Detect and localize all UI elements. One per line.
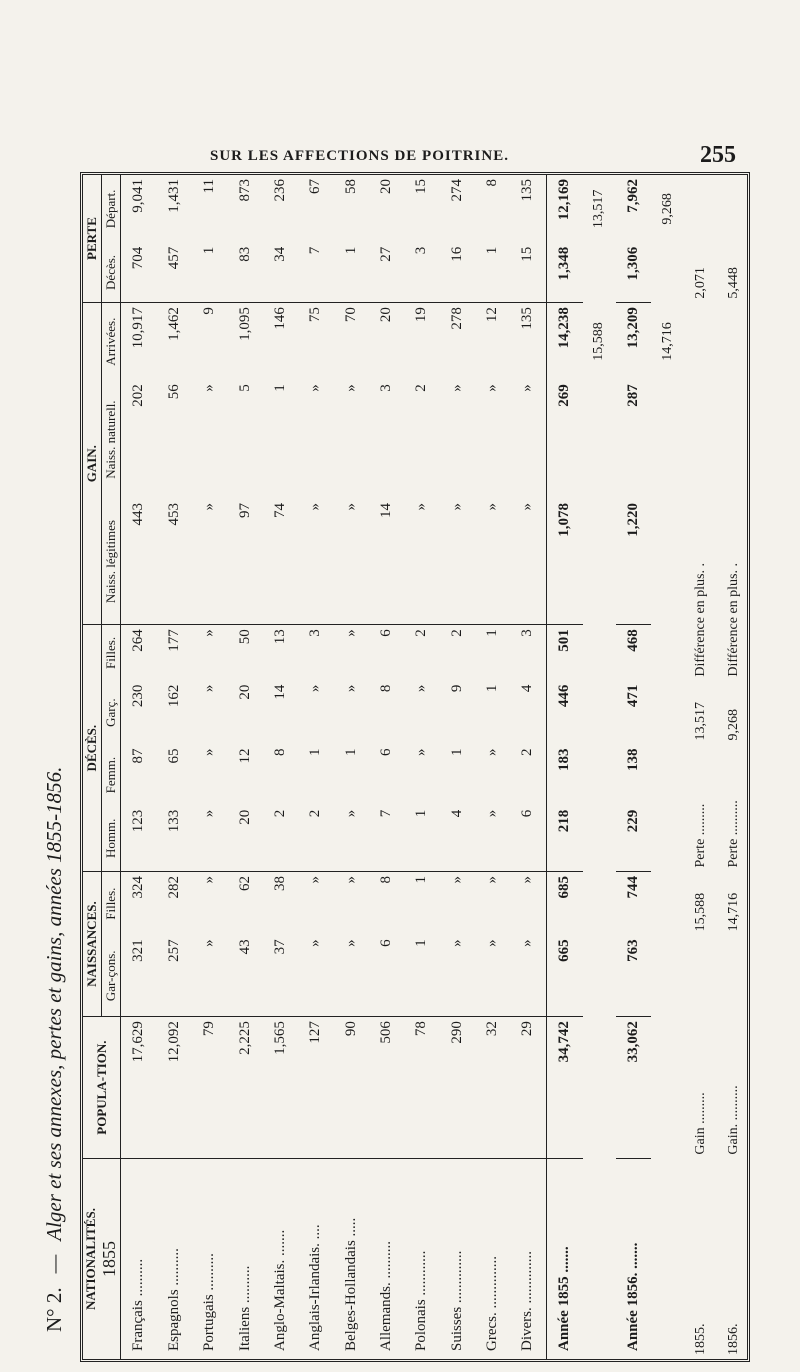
cell-dfi: 2 <box>413 629 430 637</box>
cell-pop: 29 <box>510 1017 546 1159</box>
cell-pd: 7 <box>298 243 333 303</box>
cell-nl: » <box>439 499 474 625</box>
cell-ng: 665 <box>546 935 582 1016</box>
cell-dg: 1 <box>483 684 500 693</box>
cell-dg: 20 <box>236 684 253 700</box>
cell-pd: 1 <box>475 243 510 303</box>
subtotal-row <box>651 175 684 1359</box>
subtotal-spacer <box>651 380 684 1359</box>
cell-dh: 123 <box>121 806 157 872</box>
cell-nn: » <box>342 384 359 392</box>
cell-dfi: 13 <box>271 629 288 645</box>
cell-name: Portugais .......... <box>201 1253 218 1351</box>
cell-df: 6 <box>377 748 394 757</box>
cell-nn: 269 <box>546 380 582 499</box>
cell-nn: » <box>201 384 218 392</box>
table-frame <box>80 172 750 1362</box>
cell-nf: » <box>448 875 465 884</box>
cell-pop: 127 <box>298 1017 333 1159</box>
cell-name: Suisses .............. <box>448 1250 465 1351</box>
cell-dh: 7 <box>369 806 404 872</box>
cell-arr: 10,917 <box>130 307 147 349</box>
cell-nf: 282 <box>166 875 182 899</box>
col-garcons: Gar-çons. <box>101 935 120 1016</box>
cell-dh: 133 <box>157 806 192 872</box>
cell-name: Belges-Hollandais ..... <box>342 1217 359 1351</box>
cell-pd: 704 <box>121 243 157 303</box>
subtotal-gain_nat: 15,588 <box>591 322 607 361</box>
cell-nf: » <box>483 875 500 884</box>
cell-arr: 1,462 <box>166 307 182 341</box>
cell-dh: 6 <box>510 806 546 872</box>
col-perte: PERTE <box>83 175 101 303</box>
cell-dep: 15 <box>413 179 430 194</box>
cell-dfi: 264 <box>130 629 147 652</box>
table-row <box>263 175 298 1359</box>
cell-name: Grecs. .............. <box>483 1256 500 1351</box>
cell-nl: » <box>192 499 227 625</box>
cell-nn: 287 <box>625 384 642 407</box>
cell-ng: » <box>439 935 474 1016</box>
cell-name: Année 1856. ....... <box>625 1242 642 1351</box>
cell-ng: 6 <box>369 935 404 1016</box>
table-row <box>333 175 368 1359</box>
cell-df: » <box>201 748 218 757</box>
cell-pd: 1 <box>333 243 368 303</box>
cell-pd: 27 <box>369 243 404 303</box>
cell-dg: 8 <box>377 684 394 693</box>
col-filles-deces: Filles. <box>101 625 120 681</box>
cell-dg: 9 <box>448 684 465 693</box>
cell-pd: 83 <box>227 243 262 303</box>
cell-ng: 257 <box>157 935 192 1016</box>
cell-nf: » <box>307 875 324 884</box>
summary-gain_val: 14,716 <box>726 892 742 932</box>
running-head: SUR LES AFFECTIONS DE POITRINE. <box>210 148 509 164</box>
cell-dep: 1,431 <box>166 179 182 213</box>
col-filles: Filles. <box>101 871 120 935</box>
cell-dfi: 6 <box>377 629 394 637</box>
cell-nn: 1 <box>271 384 288 392</box>
cell-ng: 1 <box>404 935 439 1016</box>
cell-dg: » <box>307 684 324 693</box>
cell-df: » <box>483 748 500 757</box>
cell-arr: 20 <box>377 307 394 323</box>
cell-arr: 14,238 <box>546 303 582 381</box>
cell-df: » <box>413 748 430 757</box>
cell-pop: 1,565 <box>263 1017 298 1159</box>
subtotal-gain_nat: 14,716 <box>659 322 675 361</box>
col-garcons-deces: Garç. <box>101 681 120 745</box>
cell-df: 2 <box>519 748 536 757</box>
cell-df: 1 <box>307 748 324 757</box>
cell-arr: 1,095 <box>236 307 253 341</box>
cell-pop: 90 <box>333 1017 368 1159</box>
cell-name: Polonais ............ <box>413 1250 430 1351</box>
cell-pop: 33,062 <box>616 1017 651 1159</box>
cell-pop: 78 <box>404 1017 439 1159</box>
cell-nf: 744 <box>625 875 642 899</box>
cell-nf: 38 <box>271 875 288 891</box>
cell-pd: 1,306 <box>616 243 651 303</box>
subtotal-row <box>583 175 616 1359</box>
subtotal-spacer <box>583 380 616 1359</box>
cell-dep: 7,962 <box>625 179 642 213</box>
cell-ng: 37 <box>263 935 298 1016</box>
cell-dh: » <box>333 806 368 872</box>
cell-nl: » <box>510 499 546 625</box>
table-row <box>439 175 474 1359</box>
cell-df: 8 <box>271 748 288 757</box>
summary-diff_val: 5,448 <box>726 267 742 299</box>
cell-arr: 146 <box>271 307 288 330</box>
cell-dep: 274 <box>448 179 465 202</box>
cell-nf: 1 <box>413 875 430 884</box>
cell-pop: 32 <box>475 1017 510 1159</box>
subtotal-spacer <box>583 243 616 303</box>
cell-ng: » <box>298 935 333 1016</box>
cell-dfi: 501 <box>546 625 582 681</box>
col-deces: DÉCÈS. <box>83 625 101 872</box>
table-row <box>298 175 333 1359</box>
cell-name: Anglais-Irlandais. .... <box>307 1224 324 1351</box>
subtotal-spacer <box>651 243 684 303</box>
cell-dfi: 50 <box>236 629 253 645</box>
cell-name: Divers. .............. <box>519 1251 536 1351</box>
cell-dep: 236 <box>271 179 288 202</box>
col-naiss-nat: Naiss. naturell. <box>101 380 120 499</box>
cell-name: Allemands. .......... <box>377 1241 394 1351</box>
cell-nn: 2 <box>413 384 430 392</box>
cell-df: 65 <box>166 748 182 764</box>
cell-nl: 97 <box>227 499 262 625</box>
cell-arr: 135 <box>519 307 536 330</box>
cell-pd: 457 <box>157 243 192 303</box>
cell-arr: 13,209 <box>625 307 642 349</box>
cell-nf: 62 <box>236 875 253 891</box>
cell-ng: » <box>510 935 546 1016</box>
summary-row <box>718 175 751 1359</box>
summary-perte_val: 13,517 <box>693 702 709 741</box>
cell-dh: 2 <box>298 806 333 872</box>
cell-nn: 202 <box>130 384 147 407</box>
cell-df: 87 <box>130 748 147 764</box>
table-caption <box>30 232 78 1332</box>
cell-dep: 8 <box>483 179 500 187</box>
cell-dg: 446 <box>546 681 582 745</box>
cell-nn: 56 <box>166 384 182 400</box>
cell-name: Français .......... <box>130 1258 147 1351</box>
col-arrivees: Arrivées. <box>101 303 120 381</box>
col-naissances: NAISSANCES. <box>83 871 101 1016</box>
subtotal-perte: 9,268 <box>659 193 675 225</box>
col-perte-deces: Décès. <box>101 243 120 303</box>
cell-df: 138 <box>625 748 642 772</box>
cell-dg: » <box>201 684 218 693</box>
cell-nl: 74 <box>263 499 298 625</box>
summary-gain_label: Gain ......... <box>693 1092 709 1155</box>
cell-arr: 70 <box>342 307 359 323</box>
table-row <box>157 175 192 1359</box>
cell-ng: » <box>475 935 510 1016</box>
cell-pop: 34,742 <box>546 1017 582 1159</box>
cell-name: Anglo-Maltais. ....... <box>271 1229 288 1351</box>
cell-ng: 43 <box>227 935 262 1016</box>
col-naiss-legit: Naiss. légitimes <box>101 499 120 625</box>
col-gain: GAIN. <box>83 303 101 625</box>
cell-nl: 1,220 <box>616 499 651 625</box>
cell-dh: » <box>192 806 227 872</box>
table-row <box>510 175 546 1359</box>
cell-nf: » <box>342 875 359 884</box>
cell-nn: » <box>307 384 324 392</box>
cell-ng: 321 <box>121 935 157 1016</box>
col-femmes: Femm. <box>101 745 120 806</box>
cell-arr: 19 <box>413 307 430 323</box>
cell-pop: 2,225 <box>227 1017 262 1159</box>
rotated-table-block <box>30 162 750 1362</box>
cell-nn: 3 <box>377 384 394 392</box>
cell-nn: » <box>483 384 500 392</box>
table-row <box>227 175 262 1359</box>
cell-nl: 14 <box>369 499 404 625</box>
cell-dep: 58 <box>342 179 359 194</box>
cell-dfi: 1 <box>483 629 500 637</box>
cell-nn: 5 <box>236 384 253 392</box>
table-row <box>121 175 157 1359</box>
cell-name: Espagnols .......... <box>166 1248 182 1351</box>
cell-dg: 162 <box>166 684 182 708</box>
cell-dep: 11 <box>201 179 218 194</box>
cell-nl: 1,078 <box>546 499 582 625</box>
cell-dh: 218 <box>546 806 582 872</box>
summary-label: 1856. <box>726 1323 742 1355</box>
cell-dfi: 177 <box>166 629 182 652</box>
cell-dg: 4 <box>519 684 536 693</box>
cell-pop: 506 <box>369 1017 404 1159</box>
col-hommes: Homm. <box>101 806 120 872</box>
cell-df: 1 <box>342 748 359 757</box>
cell-pd: 16 <box>439 243 474 303</box>
col-nationalites: NATIONALITÉS. 1855 <box>83 1159 121 1359</box>
cell-pd: 34 <box>263 243 298 303</box>
summary-perte_val: 9,268 <box>726 709 742 741</box>
cell-nl: » <box>298 499 333 625</box>
cell-ng: » <box>333 935 368 1016</box>
caption-text: Alger et ses annexes, pertes et gains, années 1855-1856. <box>41 766 66 1241</box>
caption-number: N° 2. <box>41 1287 66 1332</box>
col-depart: Départ. <box>101 175 120 243</box>
cell-ng: 763 <box>616 935 651 1016</box>
cell-nl: » <box>333 499 368 625</box>
summary-diff_val: 2,071 <box>693 267 709 299</box>
cell-pd: 3 <box>404 243 439 303</box>
cell-dh: » <box>475 806 510 872</box>
cell-arr: 75 <box>307 307 324 323</box>
cell-dep: 9,041 <box>130 179 147 213</box>
cell-nl: 453 <box>157 499 192 625</box>
cell-name: Italiens .......... <box>236 1265 253 1351</box>
cell-dh: 1 <box>404 806 439 872</box>
cell-pop: 17,629 <box>121 1017 157 1159</box>
summary-perte_label: Perte ......... <box>693 803 709 868</box>
summary-perte_label: Perte .......... <box>726 800 742 868</box>
cell-dg: 14 <box>271 684 288 700</box>
cell-dfi: 2 <box>448 629 465 637</box>
cell-pop: 290 <box>439 1017 474 1159</box>
summary-diff_label: Différence en plus. . <box>693 563 709 677</box>
summary-gain_val: 15,588 <box>693 892 709 932</box>
cell-dep: 873 <box>236 179 253 202</box>
cell-nn: » <box>519 384 536 392</box>
cell-arr: 12 <box>483 307 500 323</box>
cell-dg: » <box>413 684 430 693</box>
cell-pd: 15 <box>510 243 546 303</box>
table-row <box>404 175 439 1359</box>
cell-nl: 443 <box>121 499 157 625</box>
subtotal-perte: 13,517 <box>591 189 607 229</box>
cell-name: Année 1855 ....... <box>546 1159 582 1359</box>
cell-df: 1 <box>448 748 465 757</box>
cell-df: 183 <box>546 745 582 806</box>
cell-arr: 9 <box>201 307 218 315</box>
cell-pd: 1 <box>192 243 227 303</box>
cell-nf: 685 <box>546 871 582 935</box>
table-row <box>546 175 582 1359</box>
cell-nl: » <box>475 499 510 625</box>
table-row <box>616 175 651 1359</box>
table-row <box>369 175 404 1359</box>
cell-dfi: 3 <box>519 629 536 637</box>
page-number: 255 <box>700 142 736 168</box>
cell-dfi: 3 <box>307 629 324 637</box>
data-table <box>83 175 751 1359</box>
col-population: POPULA-TION. <box>83 1017 121 1159</box>
cell-nl: » <box>404 499 439 625</box>
cell-nn: » <box>448 384 465 392</box>
cell-dh: 229 <box>616 806 651 872</box>
table-row <box>192 175 227 1359</box>
cell-dep: 12,169 <box>546 175 582 243</box>
cell-dg: 230 <box>130 684 147 708</box>
cell-ng: » <box>192 935 227 1016</box>
cell-nf: 8 <box>377 875 394 884</box>
cell-dep: 135 <box>519 179 536 202</box>
table-body <box>121 175 752 1359</box>
cell-pd: 1,348 <box>546 243 582 303</box>
cell-pop: 12,092 <box>157 1017 192 1159</box>
table-row <box>475 175 510 1359</box>
cell-dep: 67 <box>307 179 324 194</box>
cell-df: 12 <box>236 748 253 764</box>
cell-nf: 324 <box>130 875 147 899</box>
summary-gain_label: Gain. .......... <box>726 1085 742 1155</box>
cell-nf: » <box>201 875 218 884</box>
cell-dg: 471 <box>625 684 642 708</box>
cell-dg: » <box>342 684 359 693</box>
cell-pop: 79 <box>192 1017 227 1159</box>
cell-dh: 20 <box>227 806 262 872</box>
caption-dash: — <box>41 1254 66 1274</box>
cell-dfi: » <box>201 629 218 637</box>
cell-dh: 4 <box>439 806 474 872</box>
cell-dh: 2 <box>263 806 298 872</box>
cell-dep: 20 <box>377 179 394 194</box>
cell-dfi: » <box>342 629 359 637</box>
summary-diff_label: Différence en plus. . <box>726 563 742 677</box>
summary-label: 1855. <box>693 1323 709 1355</box>
cell-dfi: 468 <box>625 629 642 652</box>
cell-nf: » <box>519 875 536 884</box>
cell-arr: 278 <box>448 307 465 330</box>
summary-row <box>684 175 717 1359</box>
